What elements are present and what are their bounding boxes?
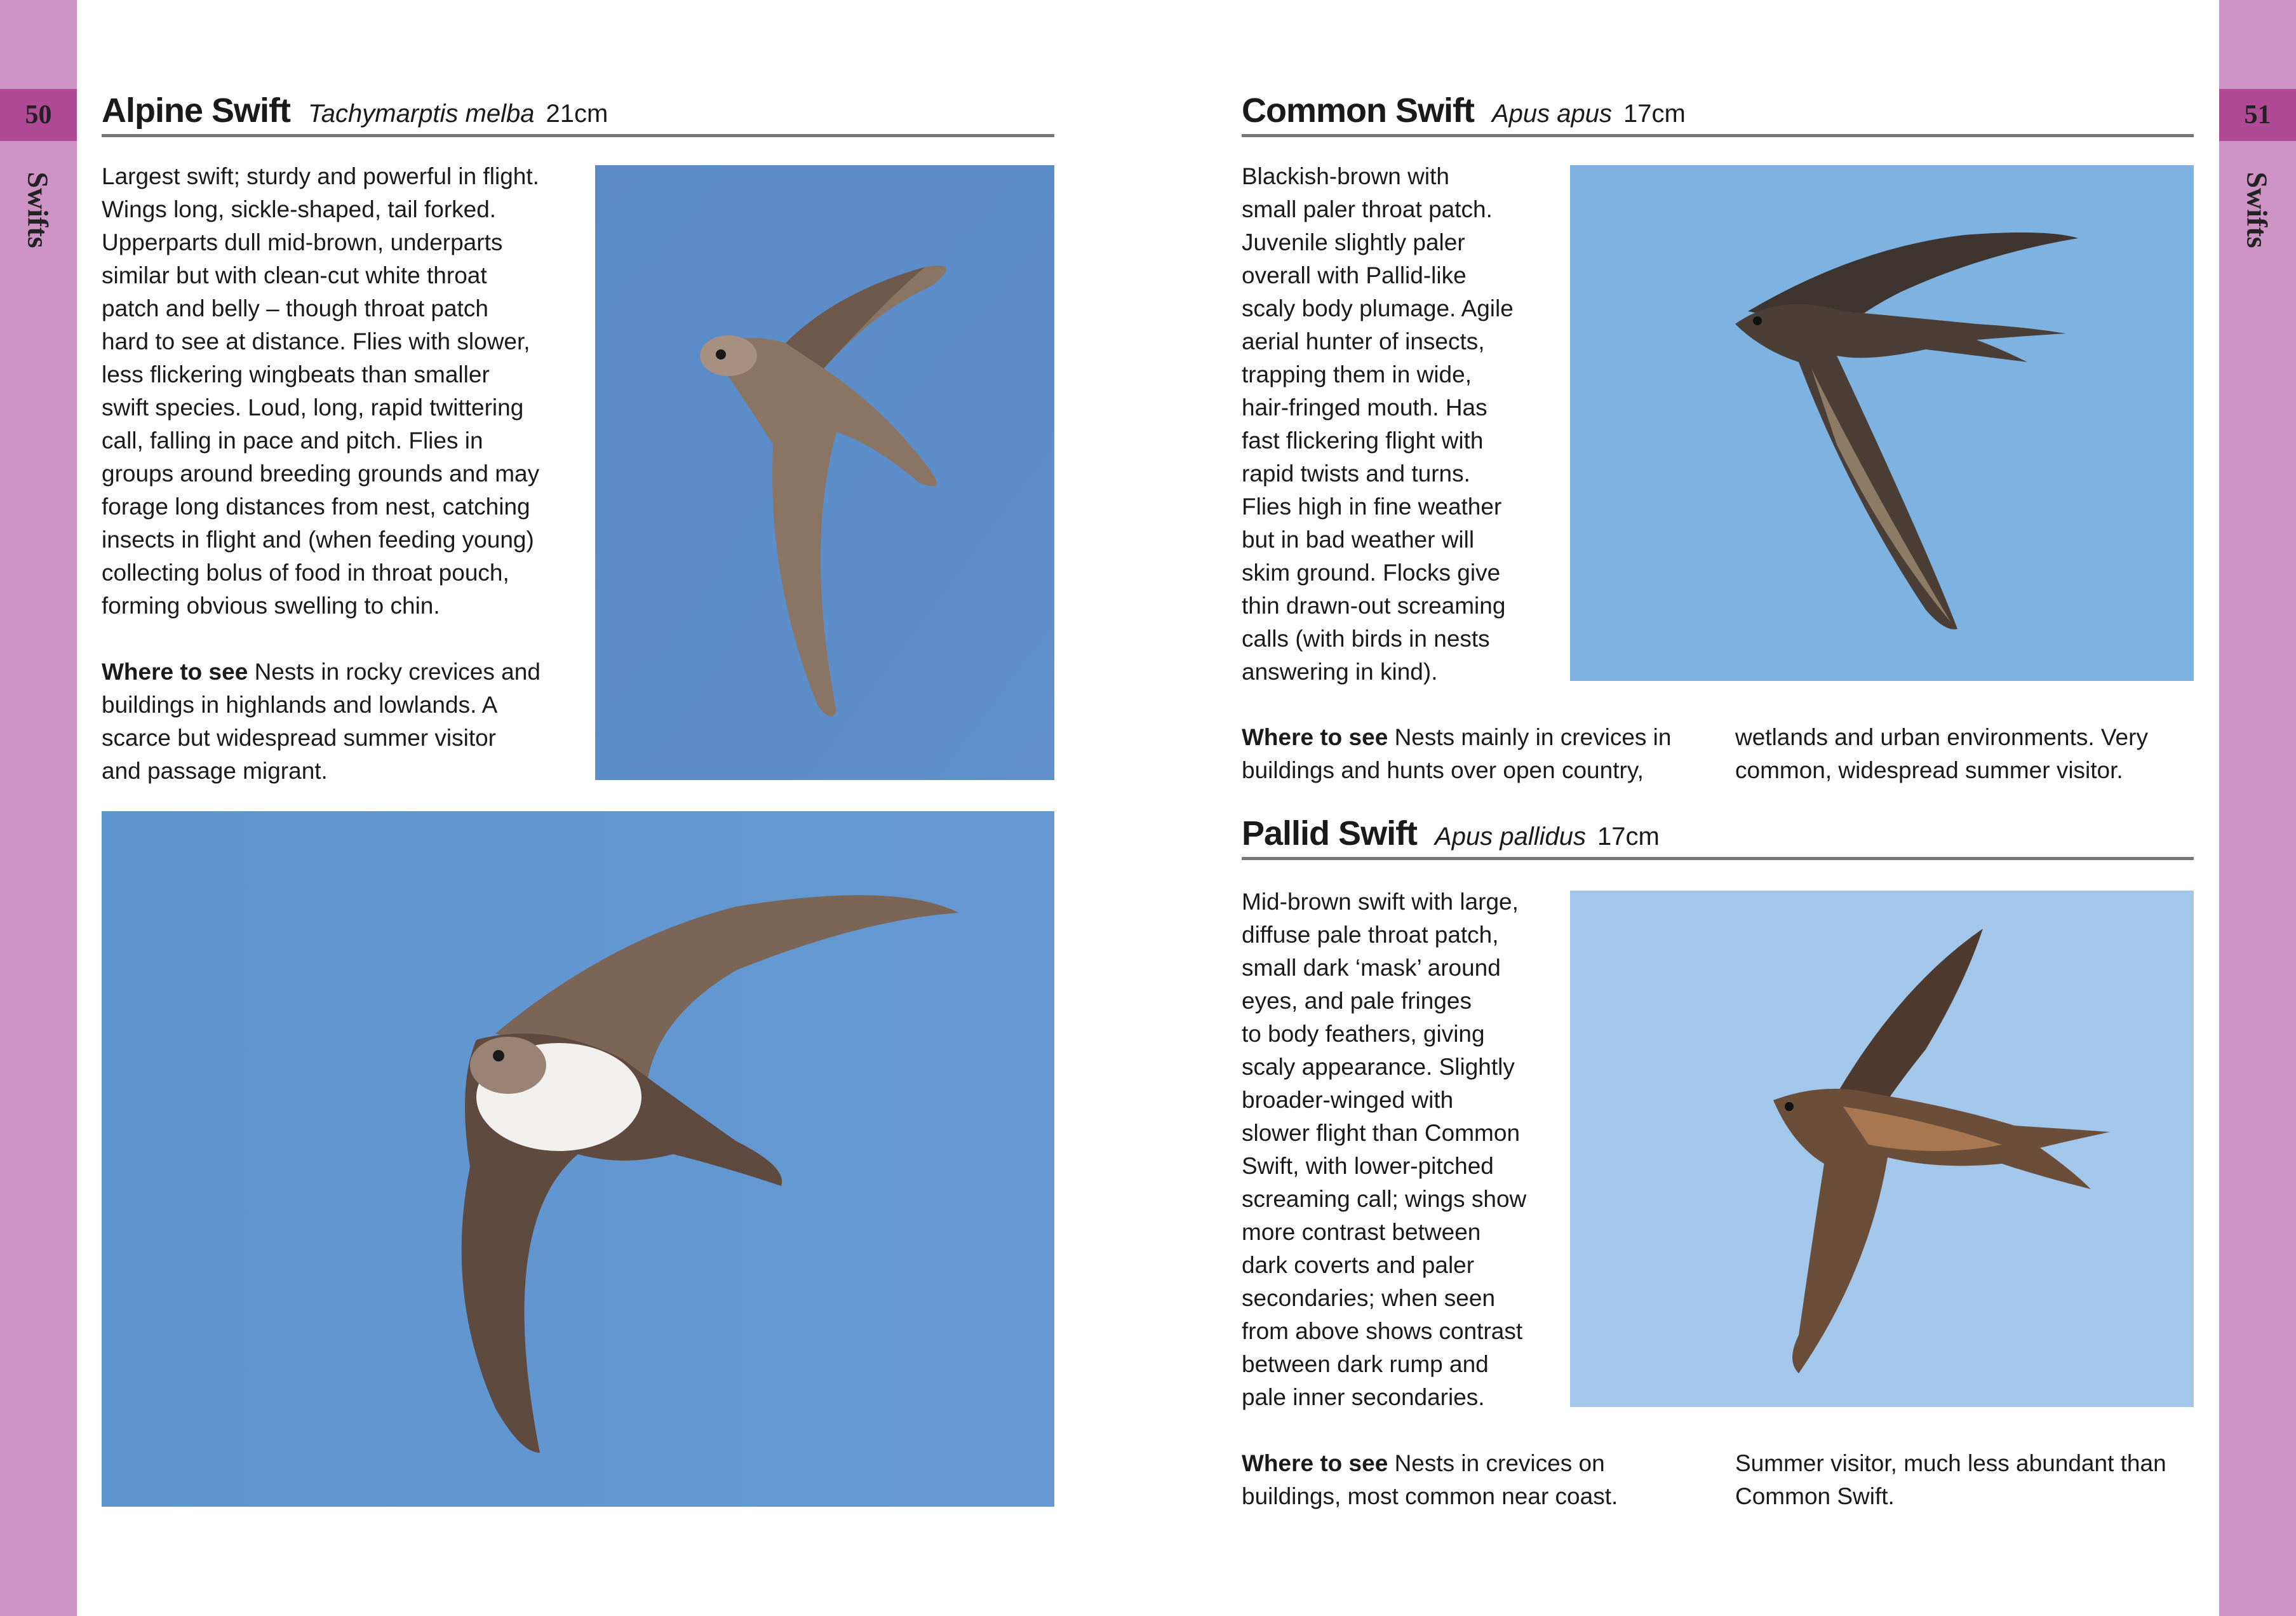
description-line: Wings long, sickle-shaped, tail forked. <box>102 196 497 222</box>
bird-photo-icon <box>1570 165 2194 681</box>
section-label-right <box>2219 159 2296 260</box>
description-line: hard to see at distance. Flies with slower, <box>102 328 530 354</box>
description-line: diffuse pale throat patch, <box>1242 922 1499 948</box>
description-line: Swift, with lower-pitched <box>1242 1153 1494 1179</box>
description-line: Upperparts dull mid-brown, underparts <box>102 229 503 255</box>
description-line: trapping them in wide, <box>1242 361 1472 387</box>
description-line: to body feathers, giving <box>1242 1021 1485 1047</box>
where-to-see: Where to see Nests in rocky crevices and <box>102 659 540 685</box>
where-to-see: Where to see Nests mainly in crevices in <box>1242 724 1672 750</box>
common-name: Alpine Swift <box>102 91 290 130</box>
where-to-see-common-col2 <box>1735 721 2218 787</box>
description-line: dark coverts and paler <box>1242 1252 1475 1278</box>
description-line: scaly body plumage. Agile <box>1242 295 1514 321</box>
description-line: scaly appearance. Slightly <box>1242 1054 1515 1080</box>
where-to-see: Where to see Nests in crevices on <box>1242 1450 1605 1476</box>
size: 21cm <box>546 100 608 128</box>
where-to-see-line: buildings and hunts over open country, <box>1242 757 1644 783</box>
where-to-see-pallid-col1 <box>1242 1447 1724 1513</box>
where-to-see-line: common, widespread summer visitor. <box>1735 757 2123 783</box>
species-description-alpine <box>102 160 584 788</box>
description-line: Blackish-brown with <box>1242 163 1449 189</box>
where-to-see-line: Summer visitor, much less abundant than <box>1735 1450 2166 1476</box>
description-line: but in bad weather will <box>1242 527 1475 553</box>
where-to-see-line: scarce but widespread summer visitor <box>102 725 496 751</box>
alpine-swift-photo-upperside <box>595 165 1054 780</box>
where-to-see-line: Common Swift. <box>1735 1483 1895 1509</box>
description-line: hair-fringed mouth. Has <box>1242 394 1487 421</box>
description-line: answering in kind). <box>1242 659 1438 685</box>
where-to-see-line: wetlands and urban environments. Very <box>1735 724 2148 750</box>
description-line: swift species. Loud, long, rapid twittering <box>102 394 524 421</box>
description-line: Flies high in fine weather <box>1242 494 1502 520</box>
species-header-common <box>1242 89 2194 137</box>
description-line: similar but with clean-cut white throat <box>102 262 487 288</box>
description-line: forage long distances from nest, catching <box>102 494 530 520</box>
common-swift-photo <box>1570 165 2194 681</box>
scientific-name: Apus pallidus <box>1435 823 1586 851</box>
where-to-see-pallid-col2 <box>1735 1447 2218 1513</box>
bird-photo-icon <box>595 165 1054 780</box>
scientific-name: Apus apus <box>1491 100 1613 128</box>
description-line: patch and belly – though throat patch <box>102 295 488 321</box>
page-number-right: 51 <box>2219 89 2296 141</box>
description-line: insects in flight and (when feeding young) <box>102 527 534 553</box>
common-name: Common Swift <box>1242 91 1474 130</box>
bird-photo-icon <box>102 811 1054 1507</box>
where-to-see-label: Where to see <box>102 659 248 685</box>
description-line: small dark ‘mask’ around <box>1242 955 1501 981</box>
section-label-text: Swifts <box>22 171 55 248</box>
common-name: Pallid Swift <box>1242 814 1418 852</box>
species-header-alpine <box>102 89 1054 137</box>
description-line: screaming call; wings show <box>1242 1186 1527 1212</box>
description-line: calls (with birds in nests <box>1242 626 1490 652</box>
species-header-pallid <box>1242 812 2194 860</box>
alpine-swift-photo-underside <box>102 811 1054 1507</box>
description-line: overall with Pallid-like <box>1242 262 1467 288</box>
description-line: collecting bolus of food in throat pouch, <box>102 560 509 586</box>
right-sidebar <box>2219 0 2296 1616</box>
description-line: call, falling in pace and pitch. Flies in <box>102 428 483 454</box>
where-to-see-label: Where to see <box>1242 724 1388 750</box>
where-to-see-common-col1 <box>1242 721 1724 787</box>
description-line: from above shows contrast <box>1242 1318 1523 1344</box>
description-line: small paler throat patch. <box>1242 196 1493 222</box>
bird-photo-icon <box>1570 891 2194 1407</box>
section-label-text: Swifts <box>2241 171 2274 248</box>
where-to-see-line: buildings, most common near coast. <box>1242 1483 1618 1509</box>
description-line: Largest swift; sturdy and powerful in flight. <box>102 163 539 189</box>
size: 17cm <box>1623 100 1686 128</box>
description-line: eyes, and pale fringes <box>1242 988 1472 1014</box>
description-line: groups around breeding grounds and may <box>102 461 540 487</box>
description-line: thin drawn-out screaming <box>1242 593 1506 619</box>
description-line: slower flight than Common <box>1242 1120 1521 1146</box>
pallid-swift-photo <box>1570 891 2194 1407</box>
size: 17cm <box>1597 823 1660 851</box>
species-description-common <box>1242 160 1559 689</box>
description-line: fast flickering flight with <box>1242 428 1484 454</box>
description-line: Mid-brown swift with large, <box>1242 889 1519 915</box>
left-sidebar <box>0 0 77 1616</box>
description-line: aerial hunter of insects, <box>1242 328 1485 354</box>
description-line: Juvenile slightly paler <box>1242 229 1465 255</box>
where-to-see-label: Where to see <box>1242 1450 1388 1476</box>
species-description-pallid <box>1242 885 1559 1414</box>
description-line: less flickering wingbeats than smaller <box>102 361 490 387</box>
description-line: broader-winged with <box>1242 1087 1454 1113</box>
description-line: secondaries; when seen <box>1242 1285 1496 1311</box>
scientific-name: Tachymarptis melba <box>308 100 535 128</box>
page-number-left: 50 <box>0 89 77 141</box>
where-to-see-line: and passage migrant. <box>102 758 328 784</box>
where-to-see-line: buildings in highlands and lowlands. A <box>102 692 498 718</box>
description-line: skim ground. Flocks give <box>1242 560 1501 586</box>
description-line: rapid twists and turns. <box>1242 461 1470 487</box>
description-line: between dark rump and <box>1242 1351 1489 1377</box>
description-line: forming obvious swelling to chin. <box>102 593 440 619</box>
description-line: more contrast between <box>1242 1219 1481 1245</box>
section-label-left <box>0 159 77 260</box>
description-line: pale inner secondaries. <box>1242 1384 1485 1410</box>
